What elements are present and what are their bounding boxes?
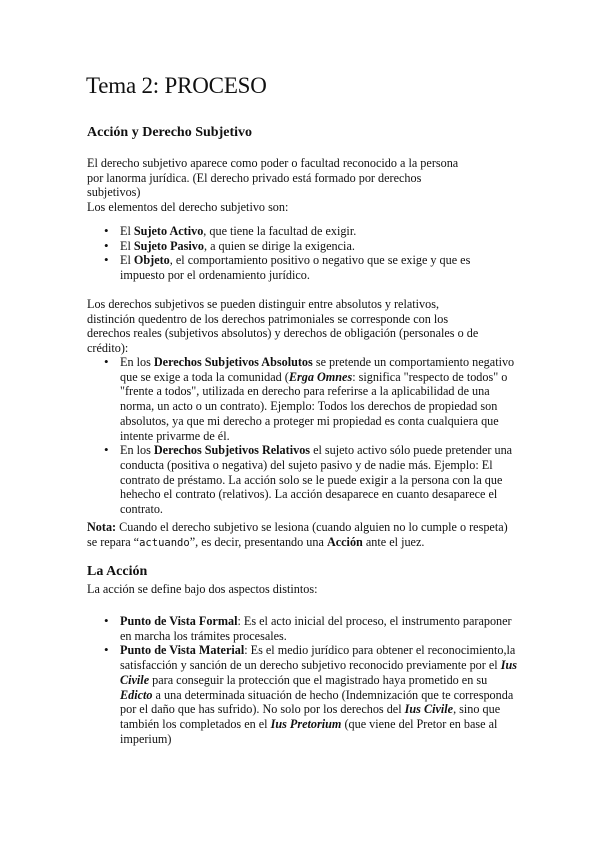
text-line: Los derechos subjetivos se pueden distinguir entre absolutos y relativos, <box>87 297 440 311</box>
text-line: distinción quedentro de los derechos patrimoniales se corresponde con los <box>87 311 449 326</box>
nota-paragraph <box>87 520 527 550</box>
list-item-punto-vista-material: • Punto de Vista Material: Es el medio jurídico para obtener el reconocimiento,la satisfacción y sanción de un derecho subjetivo reconocido previamente por el Ius Civile para conseguir la protección que el magistrado haya prometido en su Edicto a una determinada situación de hecho (Indemnización que te corresponda por el daño que has sufrido). No solo por los derechos del Ius Civile, sino que también los completados en el Ius Pretorium (que viene del Pretor en base al imperium) <box>87 643 517 746</box>
section-heading-accion-derecho-subjetivo: Acción y Derecho Subjetivo <box>87 125 252 140</box>
text-line: derechos reales (subjetivos absolutos) y derechos de obligación (personales o de <box>87 326 479 341</box>
text-line: crédito): <box>87 341 129 356</box>
accion-aspects-list <box>87 614 517 746</box>
nota-label: Nota: <box>87 520 117 534</box>
page-title: Tema 2: PROCESO <box>86 73 267 98</box>
list-item-objeto: • El Objeto, el comportamiento positivo o negativo que se exige y que es impuesto por el ordenamiento jurídico. <box>87 253 517 282</box>
elements-list <box>87 224 517 283</box>
list-item-punto-vista-formal: • Punto de Vista Formal: Es el acto inicial del proceso, el instrumento paraponer en marcha los trámites procesales. <box>87 614 517 643</box>
list-item-sujeto-activo: • El Sujeto Activo, que tiene la facultad de exigir. <box>87 224 517 239</box>
text-line: se repara “actuando”, es decir, presentando una Acción ante el juez. <box>87 534 425 549</box>
absolutos-relativos-paragraph <box>87 297 517 356</box>
intro-paragraph <box>87 156 517 215</box>
text-line: El derecho subjetivo aparece como poder o facultad reconocido a la persona <box>87 156 459 170</box>
list-item-derechos-relativos: • En los Derechos Subjetivos Relativos el sujeto activo sólo puede pretender una conducta (positiva o negativa) del sujeto pasivo y de nadie más. Ejemplo: El contrato de préstamo. La acción solo se le puede exigir a la persona con la que hehecho el contrato (relativos). La acción desaparece en cuanto desaparece el contrato. <box>87 443 517 517</box>
text-line: subjetivos) <box>87 185 141 200</box>
derechos-list <box>87 355 517 517</box>
accion-intro: La acción se define bajo dos aspectos distintos: <box>87 582 318 596</box>
text-line: Los elementos del derecho subjetivo son: <box>87 200 289 215</box>
text-line: por lanorma jurídica. (El derecho privado está formado por derechos <box>87 170 422 185</box>
list-item-derechos-absolutos: • En los Derechos Subjetivos Absolutos se pretende un comportamiento negativo que se exige a toda la comunidad (Erga Omnes: significa "respecto de todos" o "frente a todos", utilizada en derecho para referirse a la aplicabilidad de una norma, un acto o un contrato). Ejemplo: Todos los derechos de propiedad son absolutos, ya que mi derecho a proteger mi propiedad es conta cualquiera que intente privarme de él. <box>87 355 517 443</box>
section-heading-la-accion: La Acción <box>87 564 148 579</box>
text-line: Nota: Cuando el derecho subjetivo se lesiona (cuando alguien no lo cumple o respeta) <box>87 520 508 534</box>
list-item-sujeto-pasivo: • El Sujeto Pasivo, a quien se dirige la exigencia. <box>87 239 517 254</box>
